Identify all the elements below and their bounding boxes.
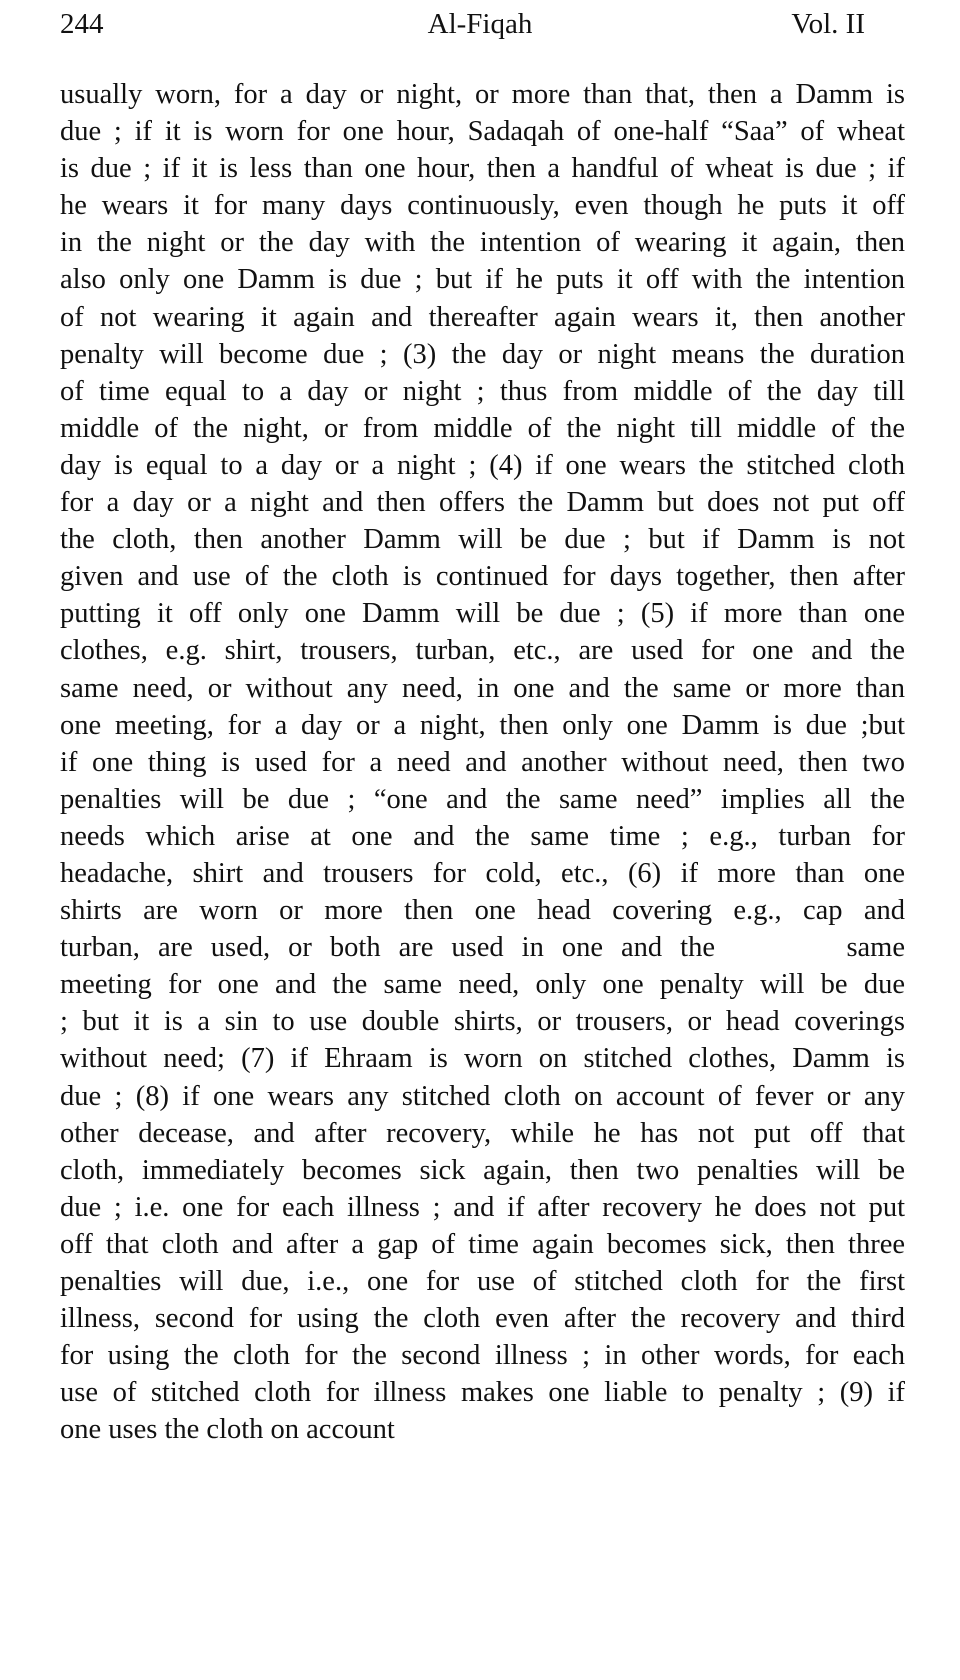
text-line: middle of the night, or from middle of the night till middle of the xyxy=(60,412,905,444)
text-line: of not wearing it again and thereafter again wears it, then another xyxy=(60,301,905,333)
text-line: also only one Damm is due ; but if he puts it off with the intention xyxy=(60,264,905,296)
text-line: illness, second for using the cloth even after the recovery and third xyxy=(60,1303,905,1335)
text-line: ; but it is a sin to use double shirts, or trousers, or head coverings xyxy=(60,1006,905,1038)
text-line: he wears it for many days continuously, even though he puts it off xyxy=(60,190,905,222)
text-line: due ; if it is worn for one hour, Sadaqah of one-half “Saa” of wheat xyxy=(60,116,905,148)
text-line: in the night or the day with the intention of wearing it again, then xyxy=(60,227,905,259)
text-line: penalty will become due ; (3) the day or night means the duration xyxy=(60,338,905,370)
page-number: 244 xyxy=(60,8,104,40)
text-line: for using the cloth for the second illness ; in other words, for each xyxy=(60,1340,905,1372)
text-line: meeting for one and the same need, only one penalty will be due xyxy=(60,969,905,1001)
text-line-left: turban, are used, or both are used in one and the xyxy=(60,932,715,964)
text-line: clothes, e.g. shirt, trousers, turban, etc., are used for one and the xyxy=(60,635,905,667)
text-line: needs which arise at one and the same time ; e.g., turban for xyxy=(60,820,905,852)
text-line: if one thing is used for a need and another without need, then two xyxy=(60,746,905,778)
text-line: putting it off only one Damm will be due ; (5) if more than one xyxy=(60,598,905,630)
body-text xyxy=(60,76,905,1448)
text-line: is due ; if it is less than one hour, then a handful of wheat is due ; if xyxy=(60,153,905,185)
page-header xyxy=(60,6,900,42)
text-line: of time equal to a day or night ; thus from middle of the day till xyxy=(60,375,905,407)
running-title: Al-Fiqah xyxy=(427,8,533,40)
text-line: given and use of the cloth is continued for days together, then after xyxy=(60,561,905,593)
text-line-split xyxy=(60,929,905,966)
text-line-right: same xyxy=(846,932,905,964)
text-line: day is equal to a day or a night ; (4) if one wears the stitched cloth xyxy=(60,449,905,481)
text-line: cloth, immediately becomes sick again, then two penalties will be xyxy=(60,1154,905,1186)
text-line: penalties will be due ; “one and the same need” implies all the xyxy=(60,783,905,815)
text-line: use of stitched cloth for illness makes one liable to penalty ; (9) if xyxy=(60,1377,905,1409)
text-line: usually worn, for a day or night, or more than that, then a Damm is xyxy=(60,79,905,110)
text-line: off that cloth and after a gap of time again becomes sick, then three xyxy=(60,1228,905,1260)
text-line: due ; i.e. one for each illness ; and if after recovery he does not put xyxy=(60,1191,905,1223)
text-line: other decease, and after recovery, while he has not put off that xyxy=(60,1117,905,1149)
text-line: shirts are worn or more then one head covering e.g., cap and xyxy=(60,895,905,927)
text-line: same need, or without any need, in one and the same or more than xyxy=(60,672,905,704)
text-line: one meeting, for a day or a night, then only one Damm is due ;but xyxy=(60,709,905,741)
text-line-last: one uses the cloth on account xyxy=(60,1414,395,1446)
text-line: due ; (8) if one wears any stitched cloth on account of fever or any xyxy=(60,1080,905,1112)
text-line: without need; (7) if Ehraam is worn on stitched clothes, Damm is xyxy=(60,1043,905,1075)
text-line: headache, shirt and trousers for cold, etc., (6) if more than one xyxy=(60,857,905,889)
text-line: the cloth, then another Damm will be due ; but if Damm is not xyxy=(60,524,905,556)
text-line: penalties will due, i.e., one for use of stitched cloth for the first xyxy=(60,1266,905,1297)
text-line: for a day or a night and then offers the Damm but does not put off xyxy=(60,487,905,519)
volume-label: Vol. II xyxy=(791,8,865,40)
